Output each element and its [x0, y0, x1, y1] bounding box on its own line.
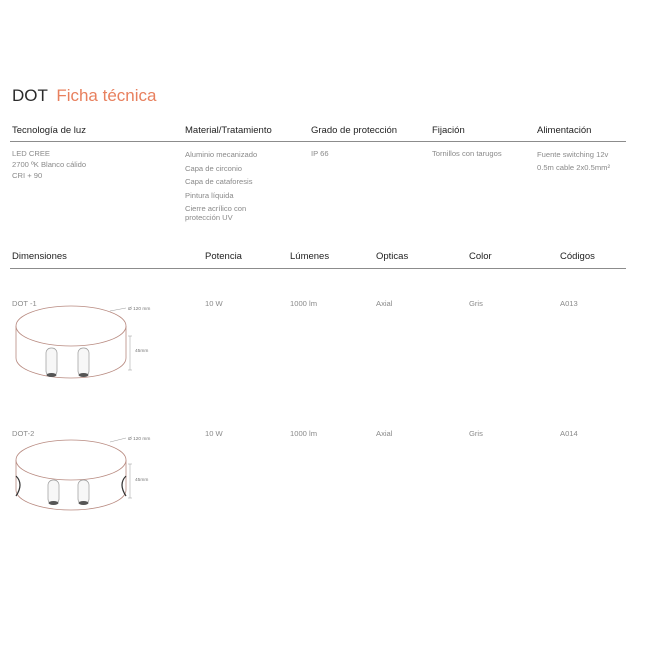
product-color-1: Gris — [469, 299, 483, 308]
dot-1-diameter-label: Ø 120 mm — [128, 307, 151, 312]
header-alimentacion: Alimentación — [537, 125, 592, 136]
header-material: Material/Tratamiento — [185, 125, 272, 136]
dot-2-diameter-label: Ø 120 mm — [128, 437, 151, 442]
product-name: DOT — [12, 86, 48, 105]
product-potencia-2: 10 W — [205, 429, 223, 438]
page-subtitle: Ficha técnica — [56, 86, 157, 105]
header-codigos: Códigos — [560, 251, 595, 262]
dot-2-height-label: 45mm — [135, 478, 149, 483]
spec-line: Fuente switching 12v — [537, 150, 609, 159]
spec-alimentacion — [537, 148, 610, 174]
product-name-1: DOT -1 — [12, 299, 37, 308]
product-codigo-1: A013 — [560, 299, 578, 308]
spec-line: Aluminio mecanizado — [185, 150, 258, 159]
header-tecnologia: Tecnología de luz — [12, 125, 86, 136]
spec-header-rule — [10, 141, 626, 142]
spec-material — [185, 148, 257, 222]
spec-fijacion — [432, 148, 502, 159]
product-codigo-2: A014 — [560, 429, 578, 438]
dot-2-drawing — [10, 428, 190, 528]
dot-1-drawing — [10, 298, 190, 398]
product-optica-2: Axial — [376, 429, 393, 438]
page-title — [12, 86, 156, 106]
header-dimensiones: Dimensiones — [12, 251, 67, 262]
spec-line: 2700 ºK Blanco cálido — [12, 160, 87, 169]
spec-line: Capa de circonio — [185, 163, 242, 173]
spec-line: protección UV — [185, 213, 233, 222]
header-potencia: Potencia — [205, 251, 242, 262]
spec-proteccion — [311, 148, 329, 159]
spec-line: 0.5m cable 2x0.5mm² — [537, 163, 611, 172]
spec-tecnologia — [12, 148, 86, 181]
spec-line: LED CREE — [12, 149, 50, 158]
header-fijacion: Fijación — [432, 125, 465, 136]
spec-line: CRI + 90 — [12, 171, 43, 180]
spec-line: Capa de cataforesis — [185, 177, 253, 186]
spec-line: IP 66 — [311, 149, 329, 158]
product-header-rule — [10, 268, 626, 269]
product-lumenes-1: 1000 lm — [290, 299, 318, 308]
header-lumenes: Lúmenes — [290, 251, 330, 262]
product-name-2: DOT-2 — [12, 429, 35, 438]
spec-line: Tornillos con tarugos — [432, 149, 502, 158]
dot-1-height-label: 45mm — [135, 349, 149, 354]
header-color: Color — [469, 251, 492, 262]
spec-line: Pintura líquida — [185, 190, 234, 200]
spec-line: Cierre acrílico con — [185, 204, 247, 213]
header-proteccion: Grado de protección — [311, 125, 398, 136]
product-potencia-1: 10 W — [205, 299, 223, 308]
product-optica-1: Axial — [376, 299, 393, 308]
product-color-2: Gris — [469, 429, 483, 438]
header-opticas: Opticas — [376, 251, 409, 262]
product-lumenes-2: 1000 lm — [290, 429, 318, 438]
